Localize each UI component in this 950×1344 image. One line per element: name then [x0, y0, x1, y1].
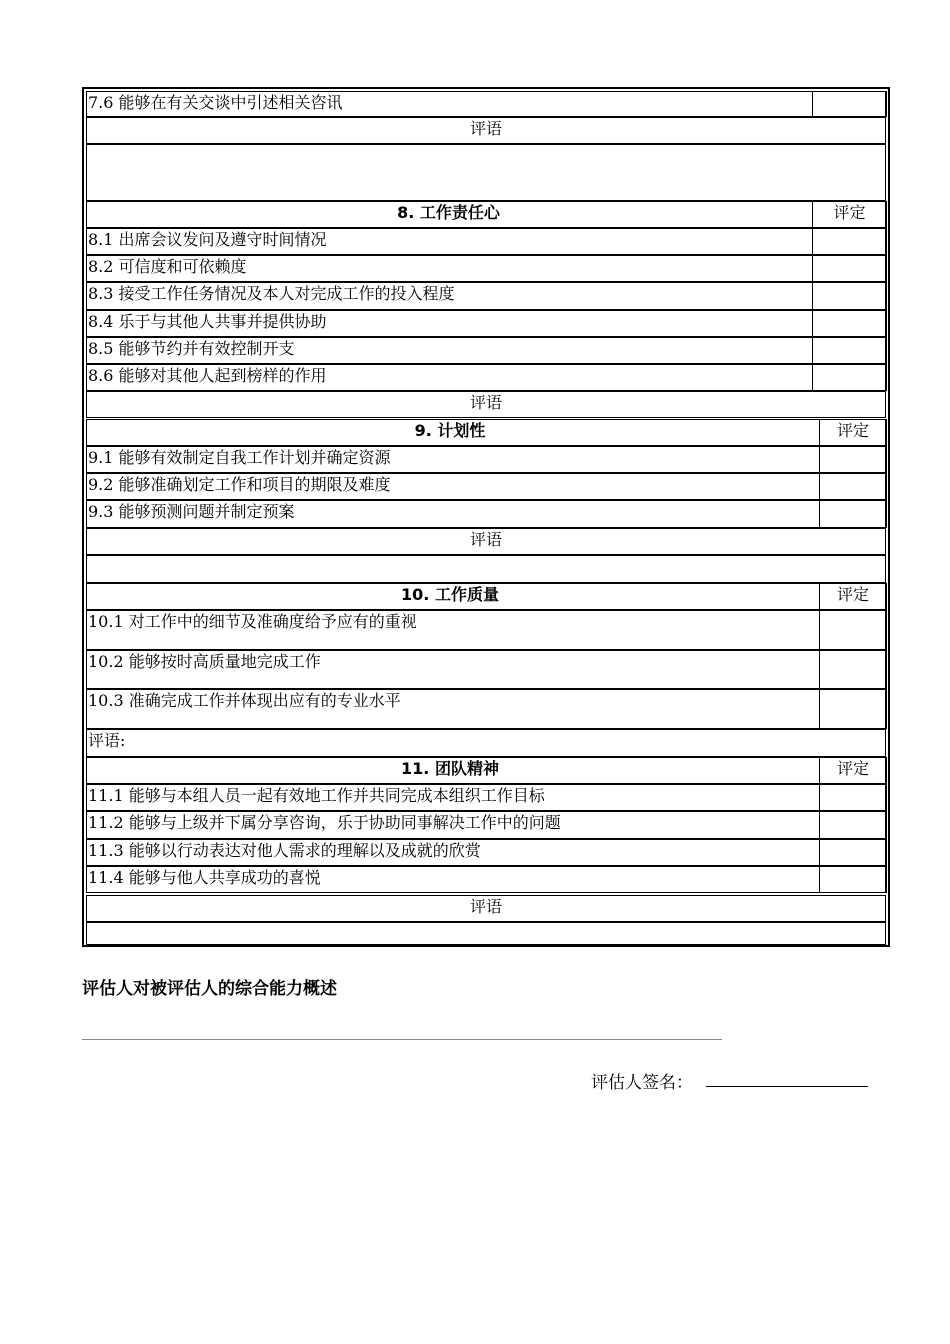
rating-cell[interactable]: [812, 255, 887, 282]
item-label: 11.1 能够与本组人员一起有效地工作并共同完成本组织工作目标: [88, 786, 545, 805]
item-label: 7.6 能够在有关交谈中引述相关咨讯: [88, 93, 343, 112]
table-row: [86, 255, 886, 282]
rating-cell[interactable]: [812, 282, 887, 310]
table-row: [86, 310, 886, 337]
table-row: [86, 364, 886, 391]
comment-header-7: [86, 117, 886, 144]
section-8-header: [86, 201, 886, 228]
rating-cell[interactable]: [819, 689, 887, 729]
rating-label: 评定: [836, 421, 869, 440]
section-title: 8. 工作责任心: [397, 203, 500, 222]
rating-cell[interactable]: [819, 500, 887, 528]
section-title: 10. 工作质量: [401, 585, 499, 604]
comment-area-9[interactable]: [86, 555, 886, 583]
item-label: 8.5 能够节约并有效控制开支: [88, 339, 295, 358]
rating-cell[interactable]: [812, 91, 887, 117]
item-label: 10.2 能够按时高质量地完成工作: [88, 652, 321, 671]
summary-title: 评估人对被评估人的综合能力概述: [82, 979, 337, 999]
rating-cell[interactable]: [819, 866, 887, 893]
item-label: 11.3 能够以行动表达对他人需求的理解以及成就的欣赏: [88, 841, 481, 860]
rating-cell[interactable]: [819, 784, 887, 811]
section-title: 9. 计划性: [414, 421, 486, 440]
table-row: [86, 811, 886, 839]
signature-line[interactable]: [706, 1086, 868, 1087]
comment-label: 评语: [469, 530, 502, 549]
comment-label: 评语:: [88, 731, 126, 750]
rating-header: [819, 419, 887, 446]
item-label: 10.1 对工作中的细节及准确度给予应有的重视: [88, 612, 417, 631]
item-label: 11.2 能够与上级并下属分享咨询，乐于协助同事解决工作中的问题: [88, 813, 561, 832]
item-label: 9.3 能够预测问题并制定预案: [88, 502, 295, 521]
rating-cell[interactable]: [812, 337, 887, 364]
comment-row-10[interactable]: [86, 729, 886, 757]
item-label: 9.2 能够准确划定工作和项目的期限及难度: [88, 475, 391, 494]
table-row: [86, 784, 886, 811]
item-label: 11.4 能够与他人共享成功的喜悦: [88, 868, 321, 887]
item-label: 8.3 接受工作任务情况及本人对完成工作的投入程度: [88, 284, 455, 303]
comment-label: 评语: [469, 393, 502, 412]
item-7-6-row: [86, 91, 886, 117]
table-row: [86, 839, 886, 866]
section-11-header: [86, 757, 886, 784]
table-row: [86, 282, 886, 310]
table-row: [86, 610, 886, 650]
rating-label: 评定: [833, 203, 866, 222]
comment-area-11[interactable]: [86, 922, 886, 945]
rating-label: 评定: [836, 585, 869, 604]
item-label: 8.6 能够对其他人起到榜样的作用: [88, 366, 327, 385]
item-label: 9.1 能够有效制定自我工作计划并确定资源: [88, 448, 391, 467]
rating-cell[interactable]: [819, 473, 887, 500]
table-row: [86, 473, 886, 500]
table-row: [86, 689, 886, 729]
item-label: 8.1 出席会议发问及遵守时间情况: [88, 230, 327, 249]
comment-label: 评语: [469, 119, 502, 138]
comment-header-9: [86, 528, 886, 555]
rating-cell[interactable]: [812, 364, 887, 391]
signature-label: 评估人签名：: [591, 1073, 693, 1093]
rating-cell[interactable]: [812, 310, 887, 337]
rating-header: [812, 201, 887, 228]
rating-cell[interactable]: [819, 610, 887, 650]
table-row: [86, 446, 886, 473]
item-label: 10.3 准确完成工作并体现出应有的专业水平: [88, 691, 401, 710]
item-label: 8.4 乐于与其他人共事并提供协助: [88, 312, 327, 331]
table-row: [86, 500, 886, 528]
evaluation-table: [82, 87, 890, 947]
section-10-header: [86, 583, 886, 610]
table-row: [86, 650, 886, 689]
rating-cell[interactable]: [819, 650, 887, 689]
rating-header: [819, 583, 887, 610]
section-9-header: [86, 419, 886, 446]
rating-cell[interactable]: [812, 228, 887, 255]
comment-header-11: [86, 895, 886, 922]
item-label: 8.2 可信度和可依赖度: [88, 257, 247, 276]
rating-cell[interactable]: [819, 839, 887, 866]
rating-header: [819, 757, 887, 784]
table-row: [86, 228, 886, 255]
comment-area-7[interactable]: [86, 144, 886, 201]
comment-label: 评语: [469, 897, 502, 916]
summary-write-line[interactable]: [82, 1039, 722, 1040]
comment-header-8: [86, 391, 886, 418]
table-row: [86, 337, 886, 364]
rating-cell[interactable]: [819, 811, 887, 839]
rating-label: 评定: [836, 759, 869, 778]
section-title: 11. 团队精神: [401, 759, 499, 778]
table-row: [86, 866, 886, 893]
rating-cell[interactable]: [819, 446, 887, 473]
